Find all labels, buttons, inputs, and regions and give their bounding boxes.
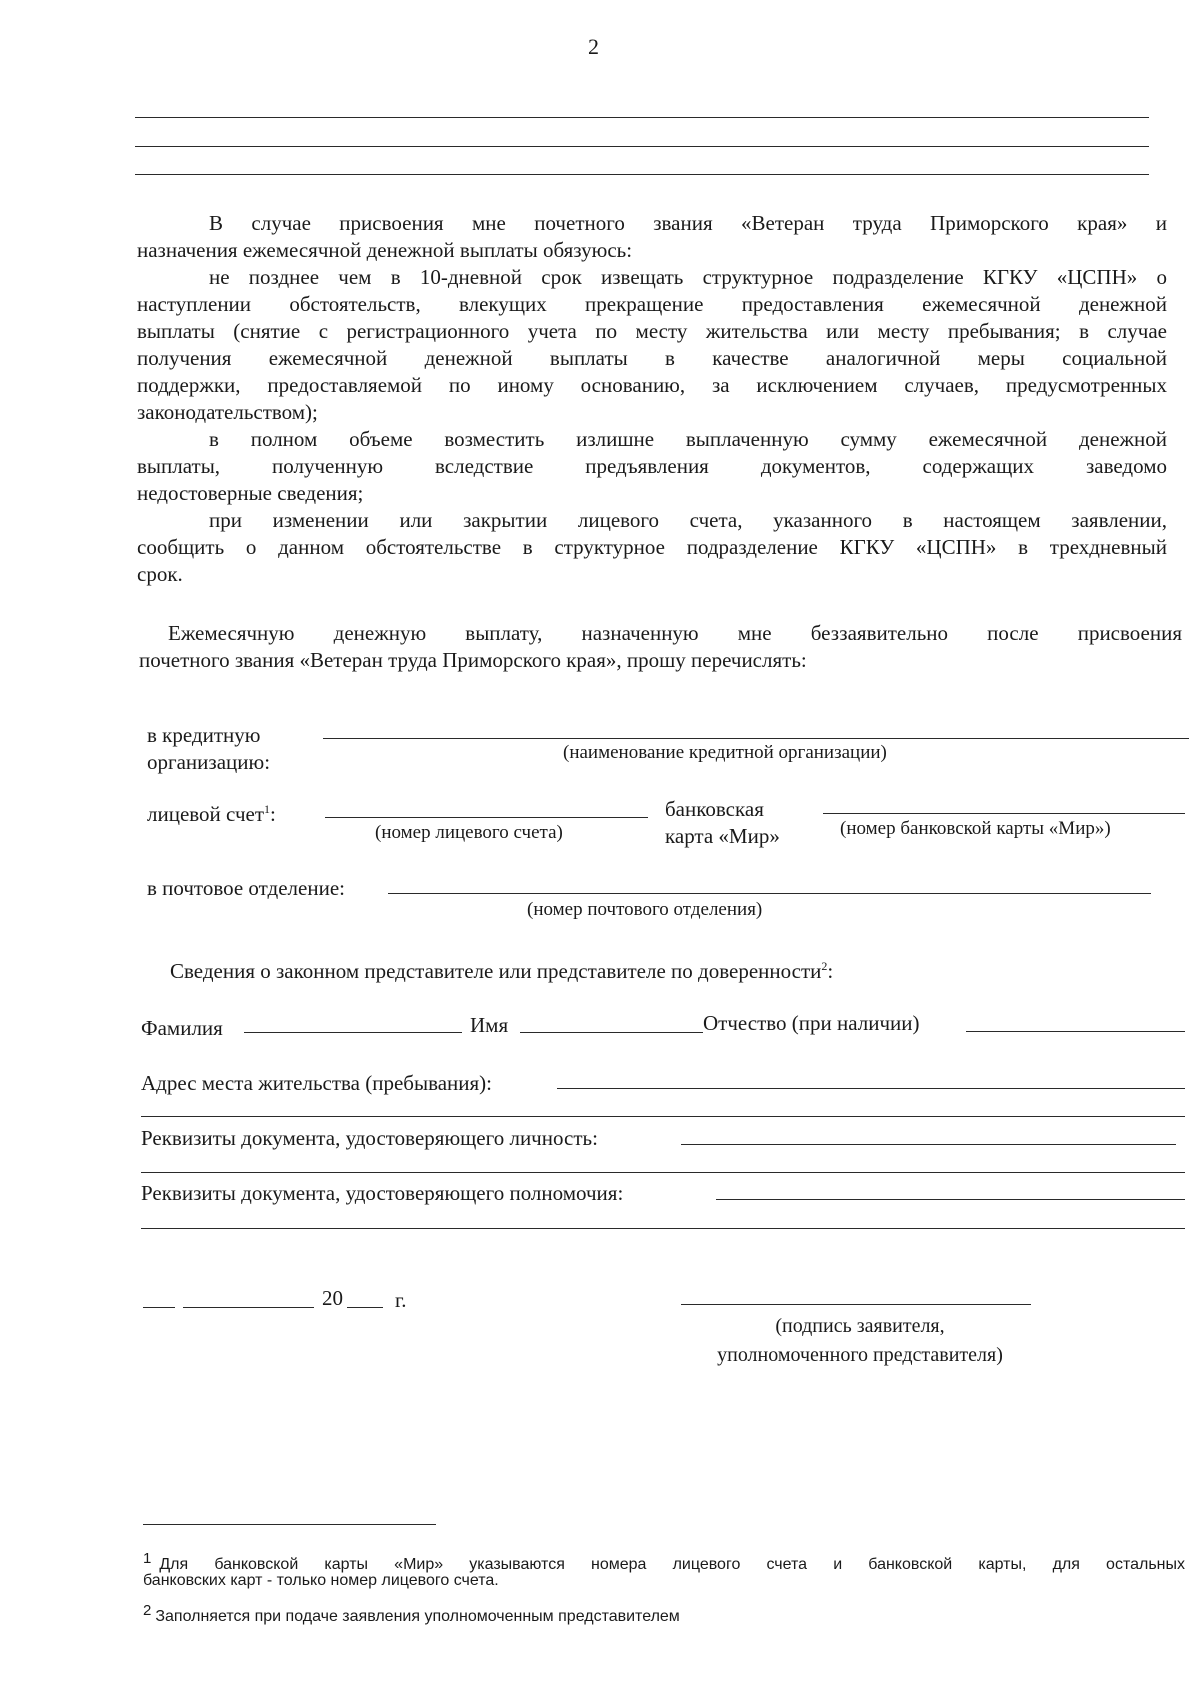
post-office-field[interactable] <box>388 893 1151 894</box>
signature-caption: (подпись заявителя, уполномоченного представителя) <box>717 1315 1003 1366</box>
address-label: Адрес места жительства (пребывания): <box>141 1071 493 1095</box>
authority-document-label: Реквизиты документа, удостоверяющего полномочия: <box>141 1181 624 1205</box>
footnote-ref: 1 <box>264 802 270 816</box>
account-label: лицевой счет$^1$: <box>147 802 276 826</box>
date-year-prefix: 20 <box>322 1286 343 1310</box>
address-field-continuation[interactable] <box>141 1116 1185 1117</box>
text-line: в полном объеме возместить излишне выплаченную сумму ежемесячной денежной <box>209 427 1167 451</box>
bank-card-number-field[interactable] <box>823 813 1185 814</box>
id-document-field-continuation[interactable] <box>141 1172 1185 1173</box>
id-document-field[interactable] <box>681 1144 1176 1145</box>
text-line: срок. <box>137 562 183 586</box>
text-line: при изменении или закрытии лицевого счета, указанного в настоящем заявлении, <box>209 508 1167 532</box>
text-line: почетного звания «Ветеран труда Приморского края», прошу перечислять: <box>139 648 807 672</box>
obligations-paragraph <box>137 210 1167 588</box>
footnote-ref: 2 <box>821 959 828 973</box>
footnote-1: 1 Для банковской карты «Мир» указываются номера лицевого счета и банковской карты, для остальных банковских карт - только номер лицевого счета. <box>143 1550 1185 1589</box>
blank-line[interactable] <box>135 174 1149 175</box>
text-line: недостоверные сведения; <box>137 481 364 505</box>
text-line: получения ежемесячной денежной выплаты в качестве аналогичной меры социальной <box>137 346 1167 370</box>
patronymic-label: Отчество (при наличии) <box>703 1011 920 1035</box>
date-year-suffix: г. <box>395 1288 407 1312</box>
bank-card-caption: (номер банковской карты «Мир») <box>840 818 1111 839</box>
post-office-label: в почтовое отделение: <box>147 876 345 900</box>
date-month-field[interactable] <box>183 1307 314 1308</box>
footnote-separator <box>143 1524 436 1525</box>
blank-line[interactable] <box>135 117 1149 118</box>
post-office-caption: (номер почтового отделения) <box>527 899 763 920</box>
surname-label: Фамилия <box>141 1016 223 1040</box>
page-number: 2 <box>588 34 599 59</box>
text-line: законодательством); <box>137 400 318 424</box>
id-document-label: Реквизиты документа, удостоверяющего личность: <box>141 1126 598 1150</box>
blank-line[interactable] <box>135 146 1149 147</box>
payment-request-paragraph <box>139 620 1182 674</box>
text-line: не позднее чем в 10-дневной срок извещать структурное подразделение КГКУ «ЦСПН» о <box>209 265 1167 289</box>
patronymic-field[interactable] <box>966 1031 1185 1032</box>
authority-document-field[interactable] <box>716 1199 1185 1200</box>
credit-org-label: в кредитную организацию: <box>147 723 271 774</box>
text-line: назначения ежемесячной денежной выплаты обязуюсь: <box>137 238 633 262</box>
footnote-2: 2 Заполняется при подаче заявления уполномоченным представителем <box>143 1602 680 1625</box>
date-day-field[interactable] <box>143 1307 175 1308</box>
text-line: выплаты (снятие с регистрационного учета по месту жительства или месту пребывания; в случае <box>137 319 1167 343</box>
text-line: Ежемесячную денежную выплату, назначенную мне беззаявительно после присвоения <box>168 621 1182 645</box>
representative-heading: Сведения о законном представителе или представителе по доверенности$^2$: <box>170 959 834 983</box>
first-name-field[interactable] <box>520 1032 703 1033</box>
signature-field[interactable] <box>681 1304 1031 1305</box>
first-name-label: Имя <box>470 1013 509 1037</box>
date-year-field[interactable] <box>347 1307 383 1308</box>
address-field[interactable] <box>557 1088 1185 1089</box>
bank-card-label: банковская карта «Мир» <box>665 797 780 848</box>
credit-org-caption: (наименование кредитной организации) <box>563 742 887 763</box>
credit-org-field[interactable] <box>323 738 1189 739</box>
account-number-field[interactable] <box>325 817 648 818</box>
text-line: поддержки, предоставляемой по иному основанию, за исключением случаев, предусмотренных <box>137 373 1167 397</box>
surname-field[interactable] <box>244 1032 462 1033</box>
text-line: В случае присвоения мне почетного звания «Ветеран труда Приморского края» и <box>209 211 1167 235</box>
text-line: сообщить о данном обстоятельстве в структурное подразделение КГКУ «ЦСПН» в трехдневный <box>137 535 1167 559</box>
text-line: выплаты, полученную вследствие предъявления документов, содержащих заведомо <box>137 454 1167 478</box>
account-number-caption: (номер лицевого счета) <box>375 822 563 843</box>
authority-document-field-continuation[interactable] <box>141 1228 1185 1229</box>
text-line: наступлении обстоятельств, влекущих прекращение предоставления ежемесячной денежной <box>137 292 1167 316</box>
